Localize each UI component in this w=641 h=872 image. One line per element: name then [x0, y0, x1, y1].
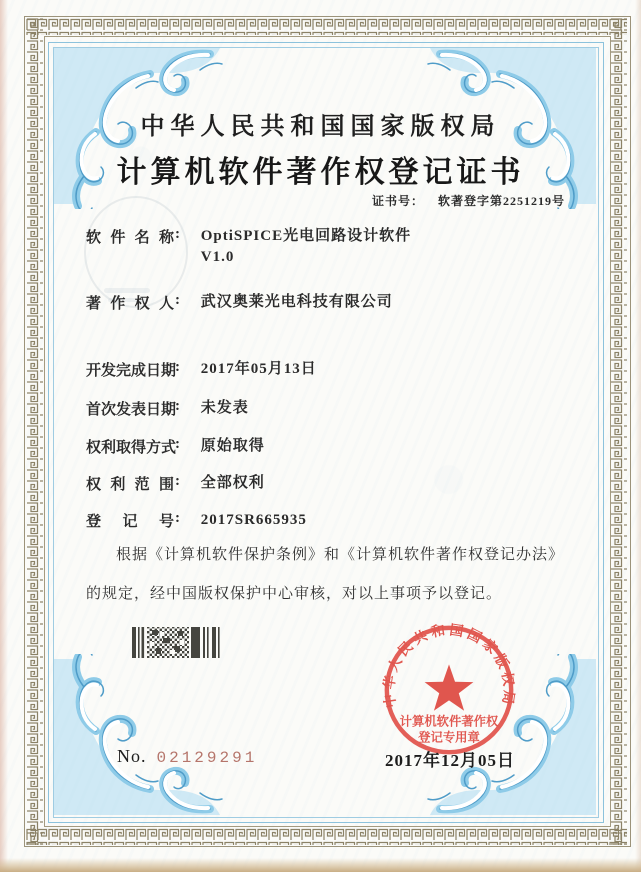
field-label: 软件名称 [86, 230, 174, 246]
scan-edge-right [635, 0, 641, 872]
field-value: 未发表 [200, 400, 249, 416]
authority-title: 中华人民共和国国家版权局 [140, 114, 501, 140]
greek-key-border-bottom [26, 828, 627, 845]
field-colon: : [175, 510, 180, 526]
field-row-acquisition-method [86, 436, 265, 457]
seal-ring-text: 中华人民共和国国家版权局 [381, 622, 517, 709]
field-row-dev-complete-date [86, 359, 317, 380]
field-row-rights-scope [86, 473, 265, 494]
certificate-number-label: 证书号： [371, 194, 424, 208]
greek-key-border-top [26, 18, 627, 35]
serial-prefix: No. [117, 746, 147, 766]
greek-key-border-right [610, 18, 627, 845]
corner-ornament-icon [50, 654, 225, 819]
registration-statement: 根据《计算机软件保护条例》和《计算机软件著作权登记办法》的规定，经中国版权保护中心审核，对以上事项予以登记。 [86, 547, 565, 602]
field-value: 武汉奥莱光电科技有限公司 [200, 294, 393, 310]
field-value: 2017年05月13日 [200, 361, 317, 377]
field-row-software-name [86, 226, 411, 268]
field-row-first-publish-date [86, 398, 249, 419]
field-colon: : [175, 436, 180, 452]
scan-edge-bottom [0, 858, 641, 872]
serial-number-line [117, 746, 257, 767]
issue-date: 2017年12月05日 [385, 751, 515, 770]
certificate-number-value: 软著登字第2251219号 [437, 194, 565, 208]
field-label: 权利范围 [86, 477, 174, 493]
barcode-image [132, 626, 220, 659]
serial-number: 02129291 [156, 749, 258, 767]
field-value: 全部权利 [200, 475, 265, 491]
field-colon: : [175, 473, 180, 489]
seal-line1: 计算机软件著作权 [399, 714, 499, 729]
field-value: 2017SR665935 [200, 512, 307, 528]
field-label: 开发完成日期 [86, 363, 177, 379]
seal-line2: 登记专用章 [418, 730, 480, 745]
field-label: 首次发表日期 [86, 402, 177, 418]
field-label: 登记号 [86, 514, 174, 530]
field-label: 权利取得方式 [86, 440, 177, 456]
field-row-copyright-owner [86, 292, 393, 313]
field-value: OptiSPICE光电回路设计软件 V1.0 [200, 228, 412, 265]
field-value: 原始取得 [200, 438, 265, 454]
field-colon: : [175, 226, 180, 242]
star-icon [425, 664, 474, 710]
field-label: 著作权人 [86, 296, 174, 312]
greek-key-border-left [26, 18, 43, 845]
field-colon: : [175, 292, 180, 308]
field-colon: : [175, 359, 180, 375]
certificate-title: 计算机软件著作权登记证书 [116, 156, 525, 189]
certificate-number-line [372, 192, 565, 209]
field-colon: : [175, 398, 180, 414]
field-row-registration-number [86, 510, 307, 531]
scan-edge-left [0, 0, 8, 872]
